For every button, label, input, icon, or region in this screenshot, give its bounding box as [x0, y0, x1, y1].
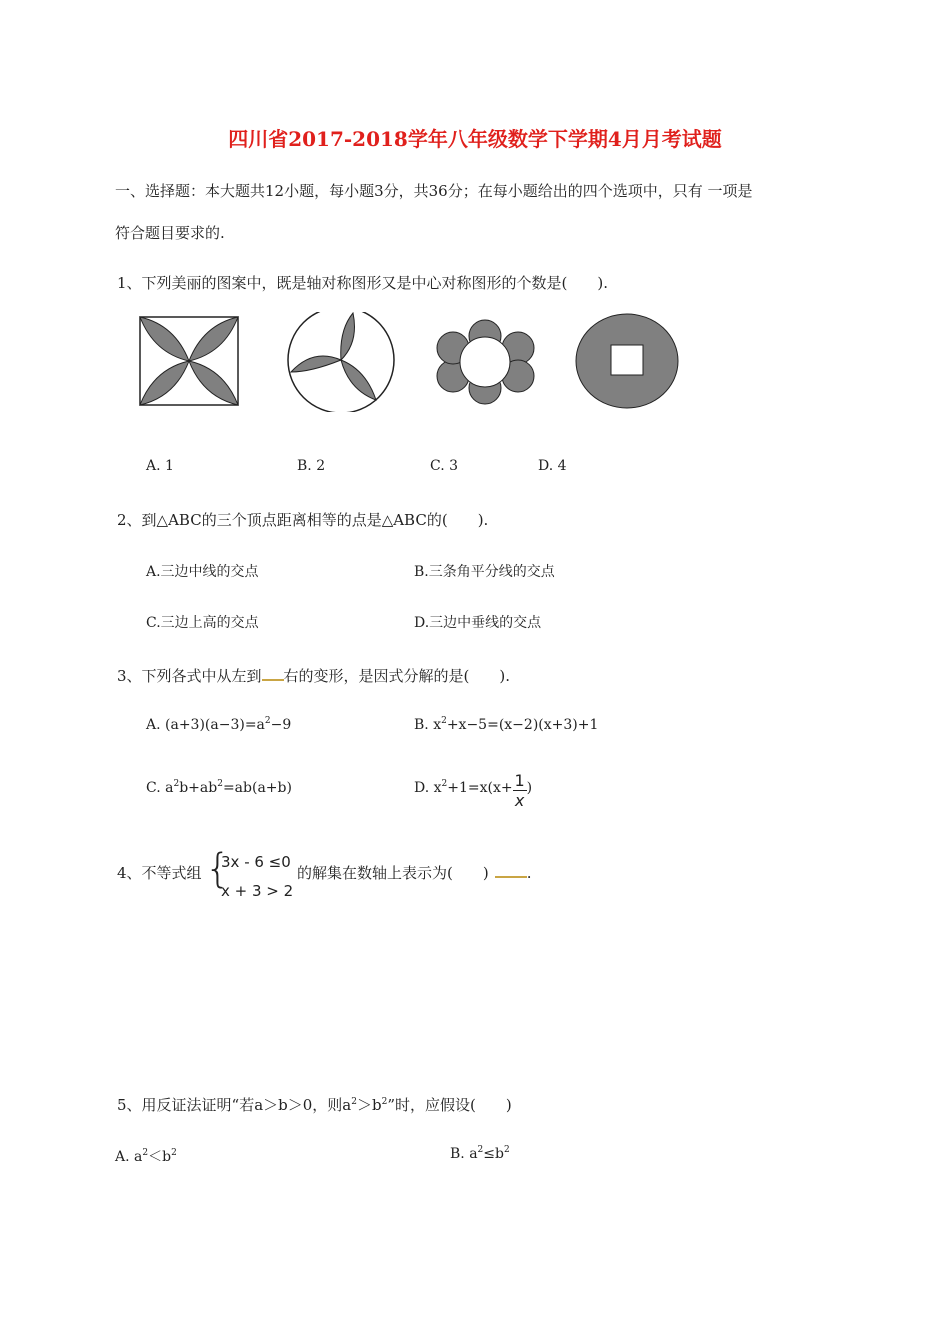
- question-1-option-d[interactable]: D. 4: [538, 458, 567, 474]
- option-a-text: A. (a+3)(a−3)=a: [146, 717, 265, 733]
- question-3-stem-part2: 右的变形，是因式分解的是( ).: [283, 667, 511, 685]
- section-instructions-line1: 一、选择题：本大题共12小题，每小题3分，共36分；在每小题给出的四个选项中，只有 一项是: [115, 182, 753, 200]
- fraction-denominator: x: [514, 790, 525, 810]
- underline-mark: [495, 866, 527, 878]
- question-5-option-a[interactable]: [115, 1146, 177, 1166]
- option-d-text: D. x: [414, 780, 442, 796]
- brace-symbol: {: [205, 846, 231, 892]
- option-c-text-end: =ab(a+b): [222, 780, 292, 796]
- exponent: 2: [441, 779, 448, 789]
- option-d-text-mid: +1=x(x+: [447, 780, 513, 796]
- inequality-1: 3x - 6 ≤0: [221, 853, 291, 871]
- question-1-option-c[interactable]: C. 3: [430, 458, 459, 474]
- exponent: 2: [441, 716, 447, 726]
- option-a-text: A. a: [115, 1149, 143, 1165]
- question-3-option-d[interactable]: [414, 768, 532, 808]
- section-instructions-line2: 符合题目要求的.: [115, 224, 225, 242]
- inequality-2: x + 3 > 2: [221, 882, 294, 900]
- option-a-text-end: −9: [270, 717, 292, 733]
- question-5-stem-part3: ”时，应假设( ): [387, 1096, 512, 1114]
- question-5-option-b[interactable]: [450, 1146, 510, 1162]
- question-3-option-c[interactable]: [146, 780, 292, 796]
- three-blade-circle-figure: [288, 312, 394, 412]
- option-b-text: B. a: [450, 1146, 478, 1162]
- question-1-option-b[interactable]: B. 2: [297, 458, 326, 474]
- question-4-stem-text: 的解集在数轴上表示为( ): [297, 864, 489, 882]
- question-3-option-a[interactable]: [146, 717, 291, 733]
- option-b-text-mid: ≤b: [483, 1146, 504, 1162]
- underline-mark: [262, 669, 284, 681]
- question-3-option-b[interactable]: [414, 717, 598, 733]
- question-5-stem-part2: ＞b: [356, 1096, 382, 1114]
- exponent: 2: [381, 1097, 388, 1107]
- question-2-option-a[interactable]: A.三边中线的交点: [146, 564, 259, 580]
- question-2-option-c[interactable]: C.三边上高的交点: [146, 615, 259, 631]
- petal-square-figure: [140, 317, 238, 405]
- exponent: 2: [173, 779, 180, 789]
- option-a-text-mid: ＜b: [148, 1149, 172, 1165]
- page-title: 四川省2017-2018学年八年级数学下学期4月月考试题: [228, 127, 722, 151]
- question-4-stem-part1: 4、不等式组: [117, 864, 202, 882]
- coin-figure: [576, 314, 678, 408]
- fraction-one-over-x: [513, 771, 527, 810]
- option-c-text: C. a: [146, 780, 174, 796]
- exponent: 2: [264, 716, 271, 726]
- question-3-stem-part1: 3、下列各式中从左到: [117, 667, 262, 685]
- exponent: 2: [217, 779, 223, 789]
- option-b-text: B. x: [414, 717, 442, 733]
- question-2-option-b[interactable]: B.三条角平分线的交点: [414, 564, 555, 580]
- exponent: 2: [351, 1097, 357, 1107]
- question-4-period: .: [526, 864, 532, 882]
- exponent: 2: [503, 1145, 510, 1155]
- exponent: 2: [477, 1145, 484, 1155]
- question-3-stem: [117, 665, 510, 686]
- question-2-stem: 2、到△ABC的三个顶点距离相等的点是△ABC的( ).: [117, 511, 489, 529]
- exponent: 2: [171, 1148, 177, 1158]
- question-5-stem: [117, 1094, 512, 1115]
- option-c-text-mid: b+ab: [179, 780, 218, 796]
- question-1-figures: [135, 312, 695, 412]
- option-b-text-end: +x−5=(x−2)(x+3)+1: [446, 717, 599, 733]
- question-5-stem-part1: 5、用反证法证明“若a＞b＞0，则a: [117, 1096, 352, 1114]
- question-1-option-a[interactable]: A. 1: [146, 458, 174, 474]
- option-d-text-end: ): [526, 780, 533, 796]
- question-4-stem-part2: [297, 862, 532, 883]
- exponent: 2: [142, 1148, 149, 1158]
- fraction-numerator: 1: [514, 770, 525, 790]
- question-2-option-d[interactable]: D.三边中垂线的交点: [414, 615, 542, 631]
- flower-figure: [437, 320, 534, 404]
- question-1-stem: 1、下列美丽的图案中，既是轴对称图形又是中心对称图形的个数是( ).: [117, 274, 609, 292]
